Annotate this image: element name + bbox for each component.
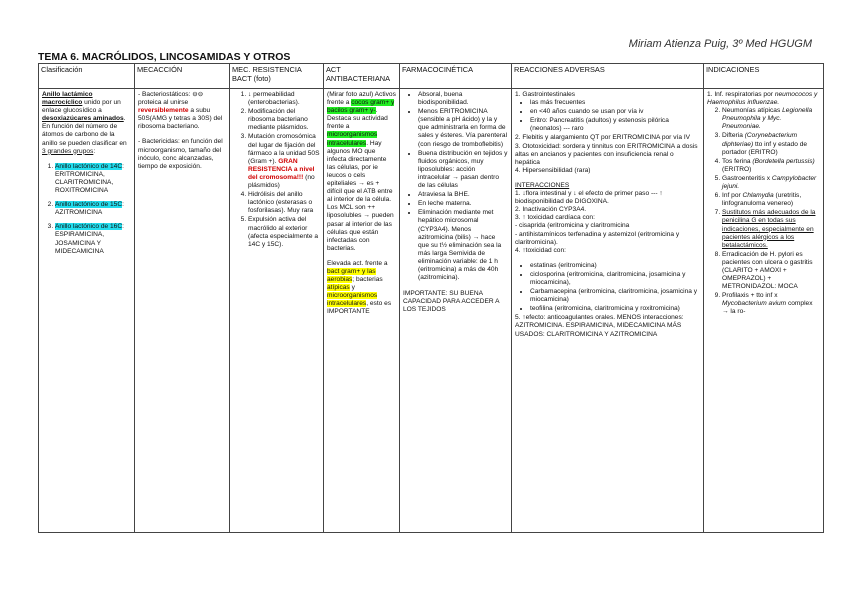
fn-underline: 3 grandes grupos [42, 147, 94, 155]
text: (uretritis, linfogranuloma venereo) [722, 192, 802, 208]
group-14c-label: Anillo lactónico de 14C [55, 162, 123, 170]
gi-list [515, 99, 700, 133]
text: tto inf y estado de portador (ERITRO) [722, 140, 808, 156]
text: 1. Inf. respiratorias por [707, 91, 775, 98]
interaccion-4: 4. ↑toxicidad con: [515, 246, 566, 254]
interacciones-title: INTERACCIONES [515, 181, 570, 189]
italic-text: (Corynebacterium diphteriae) [722, 132, 798, 148]
italic-text: Campylobacter jejuni. [722, 174, 817, 191]
text: Expulsión activa del macrólido al exterior (afecta especialmente a 14C y 15C). [248, 216, 319, 248]
italic-text: (Bordetella pertussis) [752, 157, 815, 165]
italic-text: Mycobacterium avium [722, 300, 787, 308]
highlight-cocos: cocos gram+ y bacilos gram+ y- [327, 99, 395, 115]
indicacion-1 [707, 91, 820, 107]
cell-mec-resistencia [230, 89, 324, 533]
reaccion-item [515, 143, 700, 167]
indicacion-item [722, 251, 820, 291]
group-16c-drugs: ESPIRAMICINA, JOSAMICINA Y MIDECAMICINA [55, 231, 105, 255]
underlined-text: Sustitutos más adecuados de la penicilina G en todas sus indicaciones, especialmente en pacientes alérgicos a los betalactámicos. [722, 209, 816, 249]
resistencia-item [248, 191, 320, 215]
text: . Destaca su actividad frente a [327, 107, 388, 131]
cell-mec-accion [135, 89, 230, 533]
gi-item: • en <40 años cuando se usan por vía iv [530, 108, 700, 116]
interaccion-4-item: • estatinas (eritromicina) [530, 262, 700, 270]
text: Hipersensibilidad (rara) [522, 166, 591, 174]
col-header-mec-resistencia: MEC. RESISTENCIA BACT (foto) [230, 64, 324, 89]
text: Tos ferina [722, 157, 753, 165]
clasificacion-fn [42, 123, 131, 155]
indicacion-item [722, 158, 820, 174]
text: (Mirar foto azul) Activos frente a [327, 91, 396, 107]
resistencia-item [248, 133, 320, 190]
act-paragraph-3 [327, 260, 396, 317]
farmaco-item: • Atraviesa la BHE. [418, 191, 508, 199]
farmaco-item: • Absoral, buena biodisponibilidad. [418, 91, 508, 107]
intro-end: . [123, 115, 126, 123]
gi-item: • Eritro: Pancreatitis (adultos) y estenosis pilórica (neonatos) --- raro [530, 117, 700, 133]
act-paragraph-1 [327, 91, 396, 204]
text: Modificación del ribosoma bacteriano mediante plásmidos. [248, 108, 309, 132]
group-list [42, 163, 131, 256]
intro-text: unido por un enlace glucosídico a [42, 99, 121, 115]
col-header-clasificacion: Clasificación [39, 64, 135, 89]
group-14c-drugs: ERITROMICINA, CLARITROMICINA, ROXITROMICINA [55, 170, 114, 195]
highlight-micro: microorganismos intracelulares [327, 292, 378, 308]
cell-clasificacion [39, 89, 135, 533]
mec-accion-bacteriostaticos [138, 91, 226, 131]
farmaco-important: IMPORTANTE: SU BUENA CAPACIDAD PARA ACCEDER A LOS TEJIDOS [403, 290, 500, 314]
text: complex → la ro- [722, 300, 813, 316]
interaccion-1: 1. ↓flora intestinal y ↓ el efecto de primer paso --- ↑ biodisponibilidad de DIGOXINA. [515, 190, 663, 206]
interaccion-4-item: • teofilina (eritromicina, claritromicina y roxitromicina) [530, 305, 700, 313]
indicacion-item [722, 107, 820, 131]
resistencia-list [233, 91, 320, 249]
col-header-act-antibacteriana: ACT ANTIBACTERIANA [324, 64, 400, 89]
gran-resistencia-text: GRAN RESISTENCIA a nivel del cromosoma!!! [248, 157, 315, 181]
col-header-indicaciones: INDICACIONES [704, 64, 824, 89]
group-sep: : [122, 162, 124, 170]
group-16c-label: Anillo lactónico de 16C [55, 223, 123, 231]
group-16c [55, 223, 131, 255]
summary-table [38, 63, 824, 533]
text: Mutación cromosómica del lugar de fijación del fármaco a la unidad 50S (Gram +). [248, 133, 320, 165]
cell-farmacocinetica [400, 89, 512, 533]
num: 4. [515, 166, 521, 174]
resistencia-item [248, 91, 320, 107]
highlight-atipicas: atípicas [327, 284, 350, 292]
farmaco-item: • Buena distribución en tejidos y fluidos orgánicos, muy liposolubles: acción intracelular → pasan dentro de las células [418, 150, 508, 190]
text: Flebitis y alargamiento QT por ERITROMICINA por vía IV [522, 134, 691, 142]
group-sep: : [122, 223, 124, 231]
interaccion-4-item: • ciclosporina (eritromicina, claritromicina, josamicina y miocamicina), [530, 271, 700, 287]
text: , esto es IMPORTANTE [327, 300, 392, 316]
document-title: TEMA 6. MACRÓLIDOS, LINCOSAMIDAS Y OTROS [38, 51, 291, 63]
mec-accion-bactericidas: - Bactericidas: en función del microorganismo, tamaño del inóculo, conc alcanzadas, tiempo de exposición. [138, 138, 223, 170]
text: (ERITRO) [722, 165, 752, 173]
act-paragraph-2: Los MCL son ++ liposolubles → pueden pasar al interior de las células que están infectadas con bacterias. [327, 204, 394, 252]
fn-end: : [93, 147, 96, 155]
indicacion-item [722, 175, 820, 191]
interaccion-4-list [515, 262, 700, 314]
interaccion-3b: - antihistamínicos terfenadina y astemizol (eritromicina y claritromicina). [515, 230, 680, 246]
text: Gastroenteritis x [722, 174, 772, 182]
gi-item: • las más frecuentes [530, 99, 700, 107]
num: 2. [515, 134, 521, 142]
reaccion-item [515, 167, 700, 175]
interaccion-5: 5. ↑efecto: anticoagulantes orales. MENOS interacciones: AZITROMICINA. ESPIRAMICINA, MIDECAMICINA MÁS USADOS: CLARITROMICINA Y AZITROMICINA [515, 314, 684, 338]
text: Inf por [722, 192, 743, 200]
interaccion-2: 2. Inactivación CYP3A4. [515, 206, 587, 214]
text: Neumonías atípicas [722, 107, 783, 115]
text: . Hay algunos MO que infecta directamente las células, por ie leucos o cels epiteliales → es + difícil que el ATB entre al interior de la célula. [327, 139, 393, 204]
text: Hidrólisis del anillo lactónico (esterasas o fosforilasas). Muy rara [248, 191, 314, 215]
group-sep: : [122, 201, 124, 209]
highlight-gram: bact gram+ y las aerobias [327, 267, 376, 284]
fn-text: En función del número de átomos de carbono de la anillo se pueden clasificar en [42, 123, 127, 147]
italic-text: Chlamydia [742, 192, 774, 200]
indicacion-item [722, 132, 820, 156]
clasificacion-intro [42, 91, 131, 123]
group-15c-label: Anillo lactónico de 15C [55, 201, 123, 209]
italic-text: neumococos y Haemophilus influenzae. [707, 91, 818, 107]
cell-act-antibacteriana [324, 89, 400, 533]
resistencia-item [248, 216, 320, 248]
text: (no plásmidos) [248, 173, 315, 190]
interaccion-3: 3. ↑ toxicidad cardíaca con: [515, 214, 595, 222]
cell-reacciones [512, 89, 704, 533]
author-label: Miriam Atienza Puig, 3º Med HGUGM [628, 38, 812, 50]
intro-underline-2: desoxiazúcares aminados [42, 115, 124, 123]
farmaco-item: • En leche materna. [418, 200, 508, 208]
reaccion-item [515, 134, 700, 142]
text: Ototoxicidad: sordera y tinnitus con ERITROMICINA a dosis altas en ancianos y pacientes con insuficiencia renal o hepática [515, 142, 698, 166]
gi-title: 1. Gastrointestinales [515, 91, 576, 98]
text: - Bacteriostáticos: ⊖⊖ proteica al unirse [138, 91, 204, 107]
text: Profilaxis + tto inf x [722, 292, 778, 300]
indicaciones-list [707, 107, 820, 316]
farmaco-item: • Eliminación mediante met hepático microsomal (CYP3A4). Menos azitromicina (bilis) → hace que su t½ eliminación sea la más larga Semivida de eliminación variable: de 1 h (eritromicina) a más de 40h (azitromicina). [418, 209, 508, 282]
group-15c-drugs: AZITROMICINA [55, 209, 103, 217]
intro-underline-1: Anillo lactámico macrocíclico [42, 91, 93, 107]
text: a subu 50S(AMG y tetras a 30S) del ribosoma bacteriano. [138, 107, 223, 131]
indicacion-item [722, 292, 820, 316]
text: Difteria [722, 132, 745, 140]
header-row [39, 64, 824, 89]
group-14c [55, 163, 131, 195]
num: 3. [515, 142, 521, 150]
reversible-text: reversiblemente [138, 107, 189, 115]
farmaco-item: • Menos ERITROMICINA (sensible a pH ácido) y la y que administrarla en forma de sales y ésteres. Vía parenteral (con riesgo de tromboflebitis) [418, 108, 508, 148]
highlight-intracelulares: microorganismos intracelulares [327, 131, 378, 147]
text: ; bacterias [352, 276, 383, 284]
interaccion-4-item: • Carbamacepina (eritromicina, claritromicina, josamicina y miocamicina) [530, 288, 700, 304]
reacciones-numbered [515, 134, 700, 174]
text: ↓ permeabilidad (enterobacterias). [248, 91, 300, 107]
col-header-reacciones: REACCIONES ADVERSAS [512, 64, 704, 89]
italic-text: Legionella Pneumophila y Myc. Pneumoniae. [722, 107, 813, 131]
resistencia-item [248, 108, 320, 132]
indicacion-item [722, 192, 820, 208]
content-row [39, 89, 824, 533]
group-15c [55, 201, 131, 217]
farmaco-list [403, 91, 508, 282]
col-header-farmacocinetica: FARMACOCINÉTICA [400, 64, 512, 89]
interaccion-3a: - cisaprida (eritromicina y claritromicina [515, 222, 630, 230]
cell-indicaciones [704, 89, 824, 533]
indicacion-item [722, 209, 820, 249]
text: y [349, 284, 355, 292]
col-header-mec-accion: MECACCIÓN [135, 64, 230, 89]
text: Elevada act. frente a [327, 259, 388, 267]
text: Erradicación de H. pylori es pacientes con ulcera o gastritis (CLARITO + AMOXI + OMEPRAZOL) + METRONIDAZOL: MOCA [722, 250, 813, 291]
